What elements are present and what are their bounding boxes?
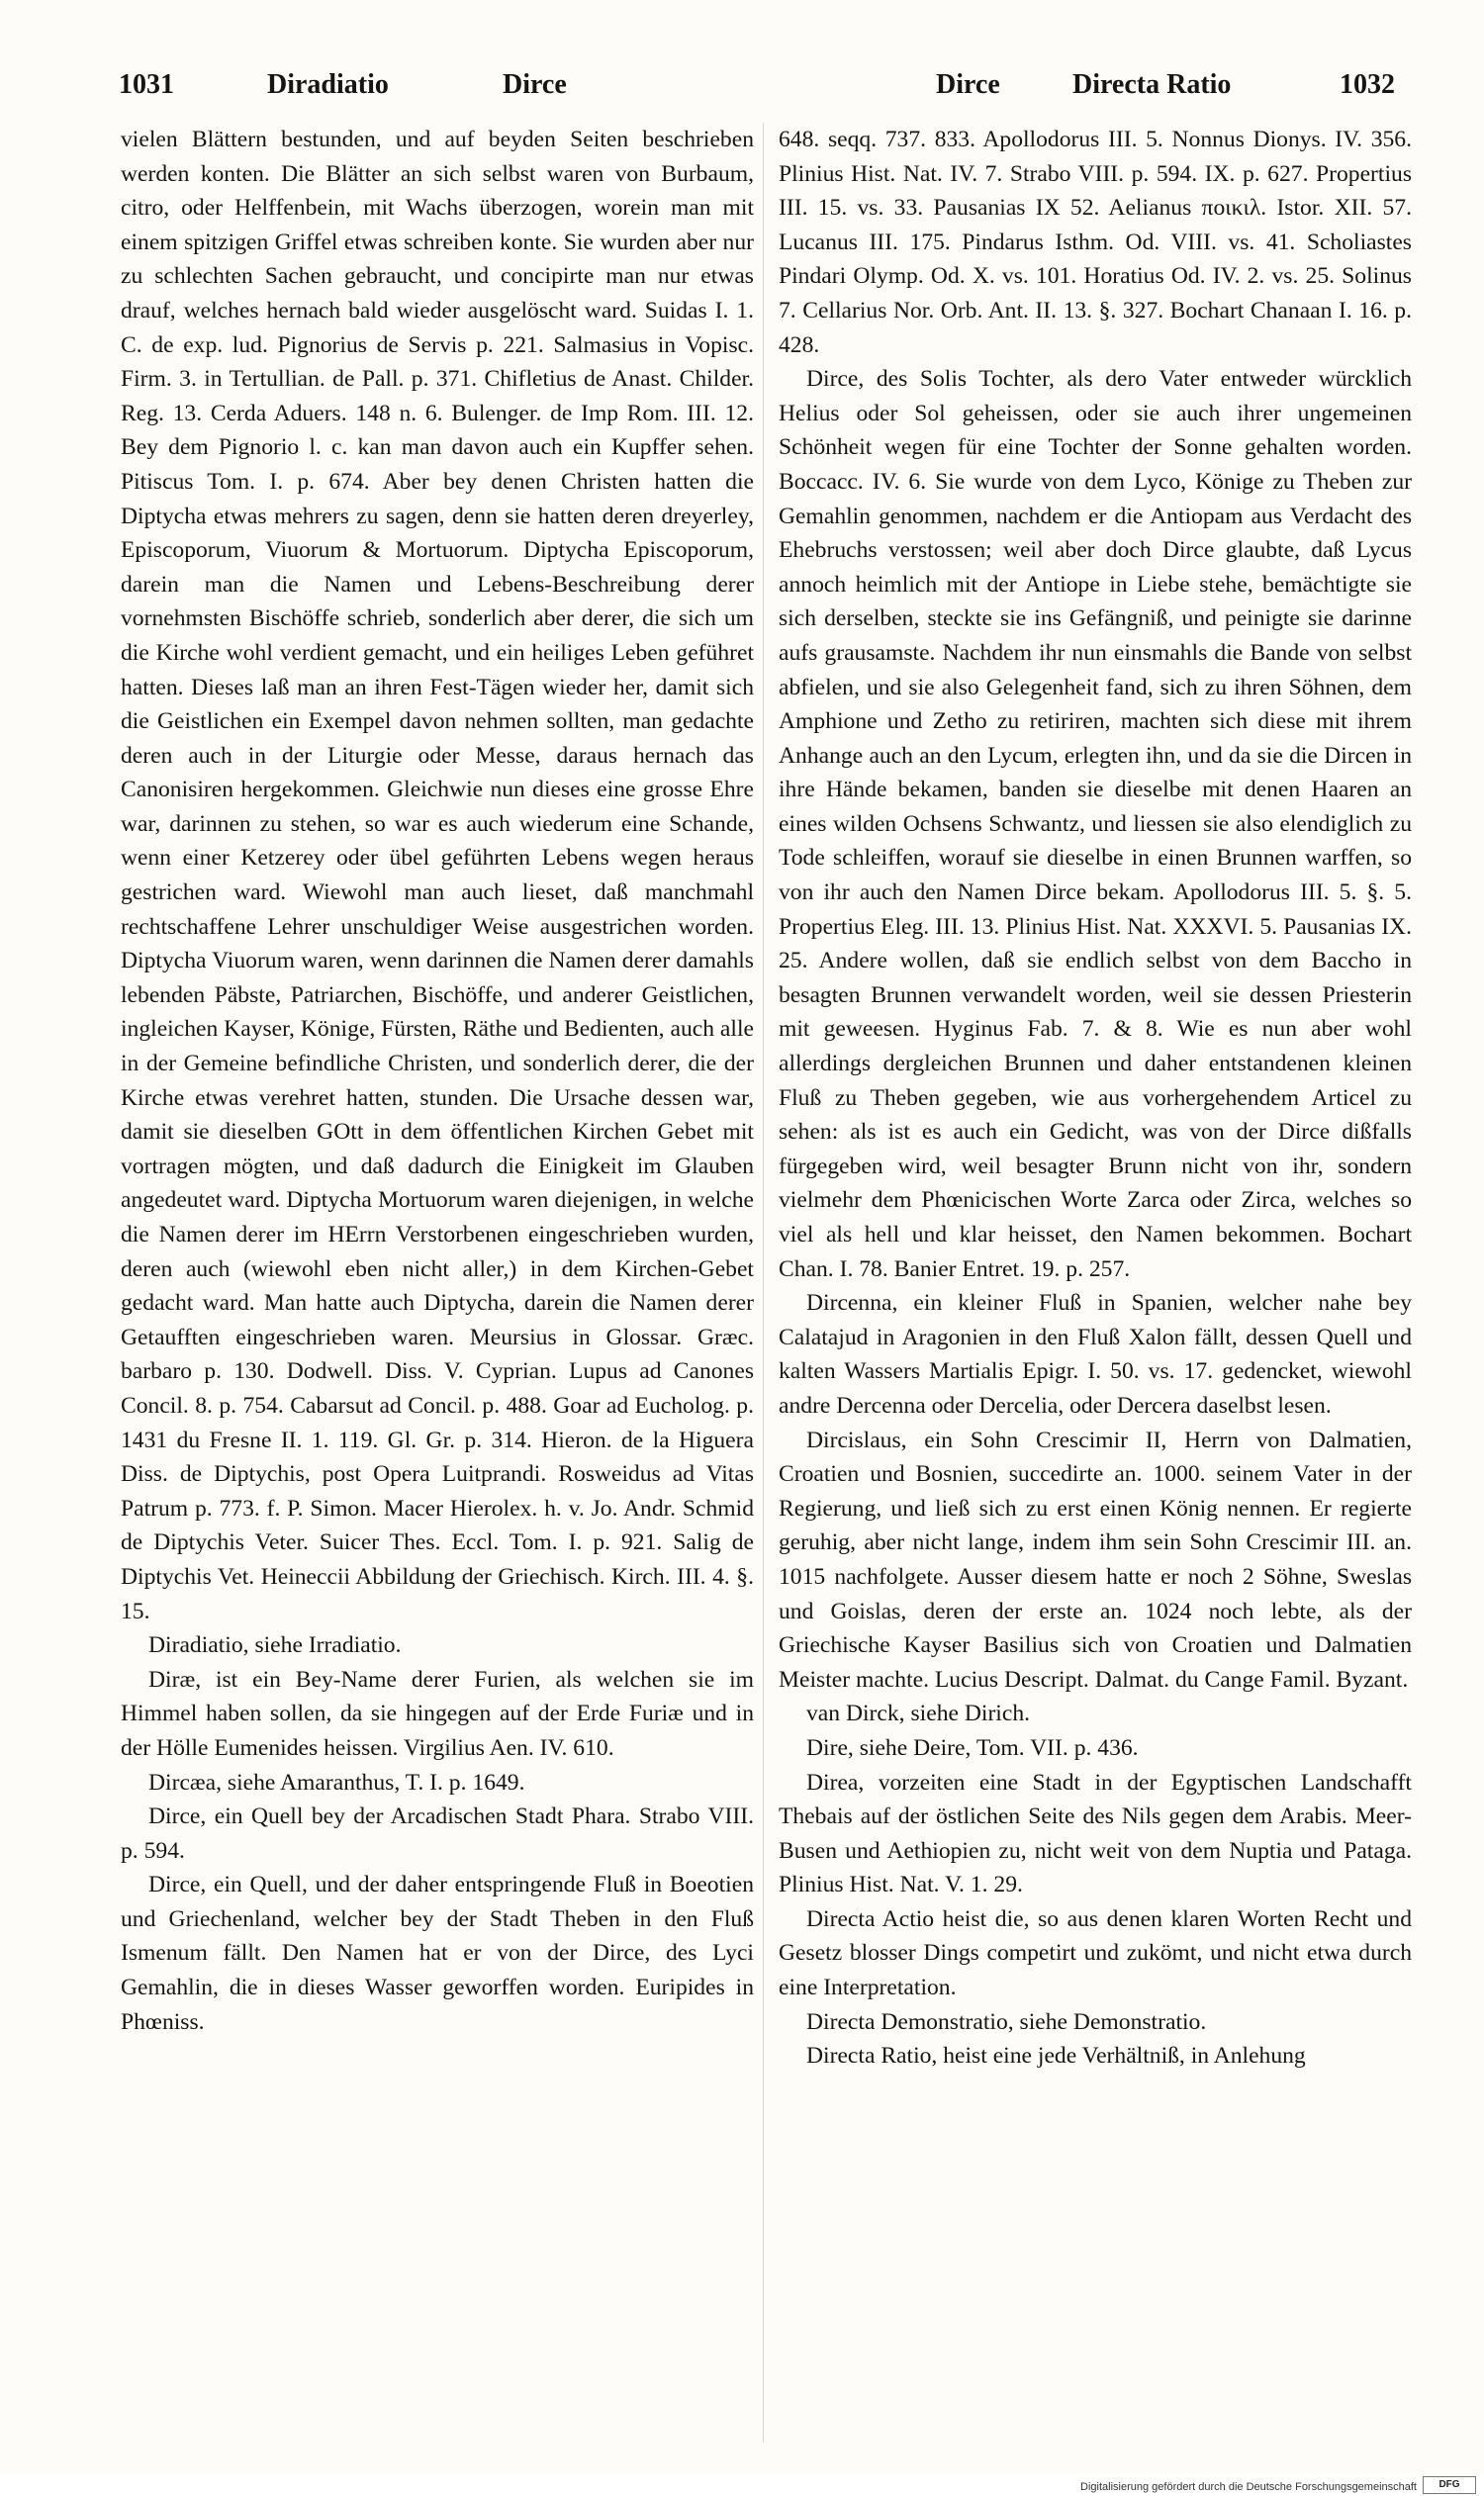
page-header [119, 69, 1395, 115]
digitization-footer [0, 2474, 1484, 2496]
right-running-head-1: Dirce [936, 69, 1000, 100]
entry-dircaea: Dircæa, siehe Amaranthus, T. I. p. 1649. [148, 1769, 525, 1796]
entry-directa-actio: Directa Actio heist die, so aus denen klaren Worten Recht und Gesetz blosser Dings competirt und zukömt, und nicht etwa durch eine Interpretation. [779, 1905, 1412, 2001]
right-page-number: 1032 [1340, 69, 1395, 100]
left-running-head-2: Dirce [503, 69, 567, 100]
entry-dirae: Diræ, ist ein Bey-Name derer Furien, als welchen sie im Himmel haben sollen, da sie hingegen auf der Erde Furiæ und in der Hölle Eumenides heissen. Virgilius Aen. IV. 610. [121, 1666, 754, 1761]
left-page-number: 1031 [119, 69, 174, 100]
entry-diptycha-continued: vielen Blättern bestunden, und auf beyden Seiten beschrieben werden konten. Die Blätter an sich selbst waren von Burbaum, citro, oder Helffenbein, mit Wachs überzogen, worein man mit einem spitzigen Griffel etwas schreiben konte. Sie wurden aber nur zu schlechten Sachen gebraucht, und concipirte man nur etwas drauf, welches hernach bald wieder ausgelöscht ward. Suidas I. 1. C. de exp. lud. Pignorius de Servis p. 221. Salmasius in Vopisc. Firm. 3. in Tertullian. de Pall. p. 371. Chifletius de Anast. Childer. Reg. 13. Cerda Aduers. 148 n. 6. Bulenger. de Imp Rom. III. 12. Bey dem Pignorio l. c. kan man davon auch ein Kupffer sehen. Pitiscus Tom. I. p. 674. Aber bey denen Christen hatten die Diptycha etwas mehrers zu sagen, denn sie hatten deren dreyerley, Episcoporum, Viuorum & Mortuorum. Diptycha Episcoporum, darein man die Namen und Lebens-Beschreibung derer vornehmsten Bischöffe schrieb, sonderlich aber derer, die sich um die Kirche wohl verdient gemacht, und ein heiliges Leben geführet hatten. Dieses laß man an ihren Fest-Tägen wieder her, damit sich die Geistlichen ein Exempel davon nehmen sollten, man gedachte deren auch in der Liturgie oder Messe, daraus hernach das Canonisiren hergekommen. Gleichwie nun dieses eine grosse Ehre war, darinnen zu stehen, so war es auch wiederum eine Schande, wenn einer Ketzerey oder übel geführten Lebens wegen heraus gestrichen ward. Wiewohl man auch lieset, daß manchmahl rechtschaffene Lehrer unschuldiger Weise ausgestrichen worden. Diptycha Viuorum waren, wenn darinnen die Namen derer damahls lebenden Päbste, Patriarchen, Bischöffe, und anderer Geistlichen, ingleichen Kayser, Könige, Fürsten, Räthe und Bedienten, auch alle in der Gemeine befindliche Christen, und sonderlich derer, die der Kirche etwas verehret hatten, stunden. Die Ursache dessen war, damit sie dieselben GOtt in dem öffentlichen Kirchen Gebet mit vortragen mögten, und daß dadurch die Einigkeit im Glauben angedeutet ward. Diptycha Mortuorum waren diejenigen, in welche die Namen derer im HErrn Verstorbenen eingeschrieben wurden, deren auch (wiewohl eben nicht aller,) in dem Kirchen-Gebet gedacht ward. Man hatte auch Diptycha, darein die Namen derer Getaufften eingeschrieben waren. Meursius in Glossar. Græc. barbaro p. 130. Dodwell. Diss. V. Cyprian. Lupus ad Canones Concil. 8. p. 754. Cabarsut ad Concil. p. 488. Goar ad Eucholog. p. 1431 du Fresne II. 1. 119. Gl. Gr. p. 314. Hieron. de la Higuera Diss. de Diptychis, post Opera Luitprandi. Rosweidus ad Vitas Patrum p. 773. f. P. Simon. Macer Hierolex. h. v. Jo. Andr. Schmid de Diptychis Veter. Suicer Thes. Eccl. Tom. I. p. 921. Salig de Diptychis Vet. Heineccii Abbildung der Griechisch. Kirch. III. 4. §. 15. [121, 127, 754, 1624]
right-column [779, 123, 1412, 2074]
left-running-head-1: Diradiatio [267, 69, 389, 100]
entry-direa: Direa, vorzeiten eine Stadt in der Egyptischen Landschafft Thebais auf der östlichen Seite des Nils gegen dem Arabis. Meer-Busen und Aethiopien zu, nicht weit von dem Nuptia und Pataga. Plinius Hist. Nat. V. 1. 29. [779, 1769, 1412, 1898]
entry-dircenna: Dircenna, ein kleiner Fluß in Spanien, welcher nahe bey Calatajud in Aragonien in den Fluß Xalon fällt, dessen Quell und kalten Wassers Martialis Epigr. I. 50. vs. 17. gedencket, wiewohl andre Dercenna oder Dercelia, oder Dercera daselbst lesen. [779, 1290, 1412, 1419]
entry-van-dirck: van Dirck, siehe Dirich. [806, 1701, 1031, 1727]
entry-dirce-fluss-references: 648. seqq. 737. 833. Apollodorus III. 5. Nonnus Dionys. IV. 356. Plinius Hist. Nat. IV. 7. Strabo VIII. p. 594. IX. p. 627. Propertius III. 15. vs. 33. Pausanias IX 52. Aelianus ποικιλ. Istor. XII. 57. Lucanus III. 175. Pindarus Isthm. Od. VIII. vs. 41. Scholiastes Pindari Olymp. Od. X. vs. 101. Horatius Od. IV. 2. vs. 25. Solinus 7. Cellarius Nor. Orb. Ant. II. 13. §. 327. Bochart Chanaan I. 16. p. 428. [779, 127, 1412, 358]
funding-credit: Digitalisierung gefördert durch die Deutsche Forschungsgemeinschaft [1080, 2481, 1417, 2493]
dfg-logo: DFG [1423, 2476, 1476, 2494]
entry-dirce-solis: Dirce, des Solis Tochter, als dero Vater entweder würcklich Helius oder Sol geheissen, oder sie auch ihrer ungemeinen Schönheit wegen für eine Tochter der Sonne gehalten worden. Boccacc. IV. 6. Sie wurde von dem Lyco, Könige zu Theben zur Gemahlin genommen, nachdem er die Antiopam aus Verdacht des Ehebruchs verstossen; weil aber doch Dirce glaubte, daß Lycus annoch heimlich mit der Antiope in Liebe stehe, bemächtigte sie sich derselben, steckte sie ins Gefängniß, und peinigte sie darinne aufs grausamste. Nachdem ihr nun einsmahls die Bande von selbst abfielen, und sie also Gelegenheit fand, sich zu ihren Söhnen, dem Amphione und Zetho zu retiriren, machten sich diese mit ihrem Anhange auch an den Lycum, erlegten ihn, und da sie die Dircen in ihre Hände bekamen, banden sie dieselbe mit denen Haaren an eines wilden Ochsens Schwantz, und liessen sie also elendiglich zu Tode schleiffen, worauf sie dieselbe in einen Brunnen warffen, so von ihr auch den Namen Dirce bekam. Apollodorus III. 5. §. 5. Propertius Eleg. III. 13. Plinius Hist. Nat. XXXVI. 5. Pausanias IX. 25. Andere wollen, daß sie endlich selbst von dem Baccho in besagten Brunnen verwandelt worden, weil sie dessen Priesterin mit geweesen. Hyginus Fab. 7. & 8. Wie es nun aber wohl allerdings dergleichen Brunnen und daher entstandenen kleinen Fluß zu Theben gegeben, wie aus vorhergehendem Articel zu sehen: als ist es auch ein Gedicht, was von der Dirce dißfalls fürgegeben wird, weil besagter Brunn nicht von ihr, sondern vielmehr dem Phœnicischen Worte Zarca oder Zirca, welches so viel als hell und klar heisset, den Namen bekommen. Bochart Chan. I. 78. Banier Entret. 19. p. 257. [779, 366, 1412, 1282]
entry-dircislaus: Dircislaus, ein Sohn Crescimir II, Herrn von Dalmatien, Croatien und Bosnien, succedirte an. 1000. seinem Vater in der Regierung, und ließ sich zu erst einen König nennen. Er regierte geruhig, aber nicht lange, indem ihm sein Sohn Crescimir III. an. 1015 nachfolgete. Ausser diesem hatte er noch 2 Söhne, Sweslas und Goislas, deren der erste an. 1024 noch lebte, als der Griechische Kayser Basilius sich von Croatien und Dalmatien Meister machte. Lucius Descript. Dalmat. du Cange Famil. Byzant. [779, 1427, 1412, 1693]
column-divider [763, 123, 764, 2443]
right-running-head-2: Directa Ratio [1072, 69, 1232, 100]
entry-dirce-fluss: Dirce, ein Quell, und der daher entspringende Fluß in Boeotien und Griechenland, welcher bey der Stadt Theben in den Fluß Ismenum fällt. Den Namen hat er von der Dirce, des Lyci Gemahlin, die in dieses Wasser geworffen worden. Euripides in Phœniss. [121, 1872, 754, 2035]
entry-dire: Dire, siehe Deire, Tom. VII. p. 436. [806, 1734, 1139, 1761]
entry-diradiatio: Diradiatio, siehe Irradiatio. [148, 1632, 402, 1659]
entry-directa-ratio: Directa Ratio, heist eine jede Verhältniß, in Anlehung [806, 2043, 1306, 2070]
left-column [121, 123, 754, 2039]
entry-dirce-quell: Dirce, ein Quell bey der Arcadischen Stadt Phara. Strabo VIII. p. 594. [121, 1803, 754, 1864]
entry-directa-demonstratio: Directa Demonstratio, siehe Demonstratio. [806, 2008, 1207, 2035]
